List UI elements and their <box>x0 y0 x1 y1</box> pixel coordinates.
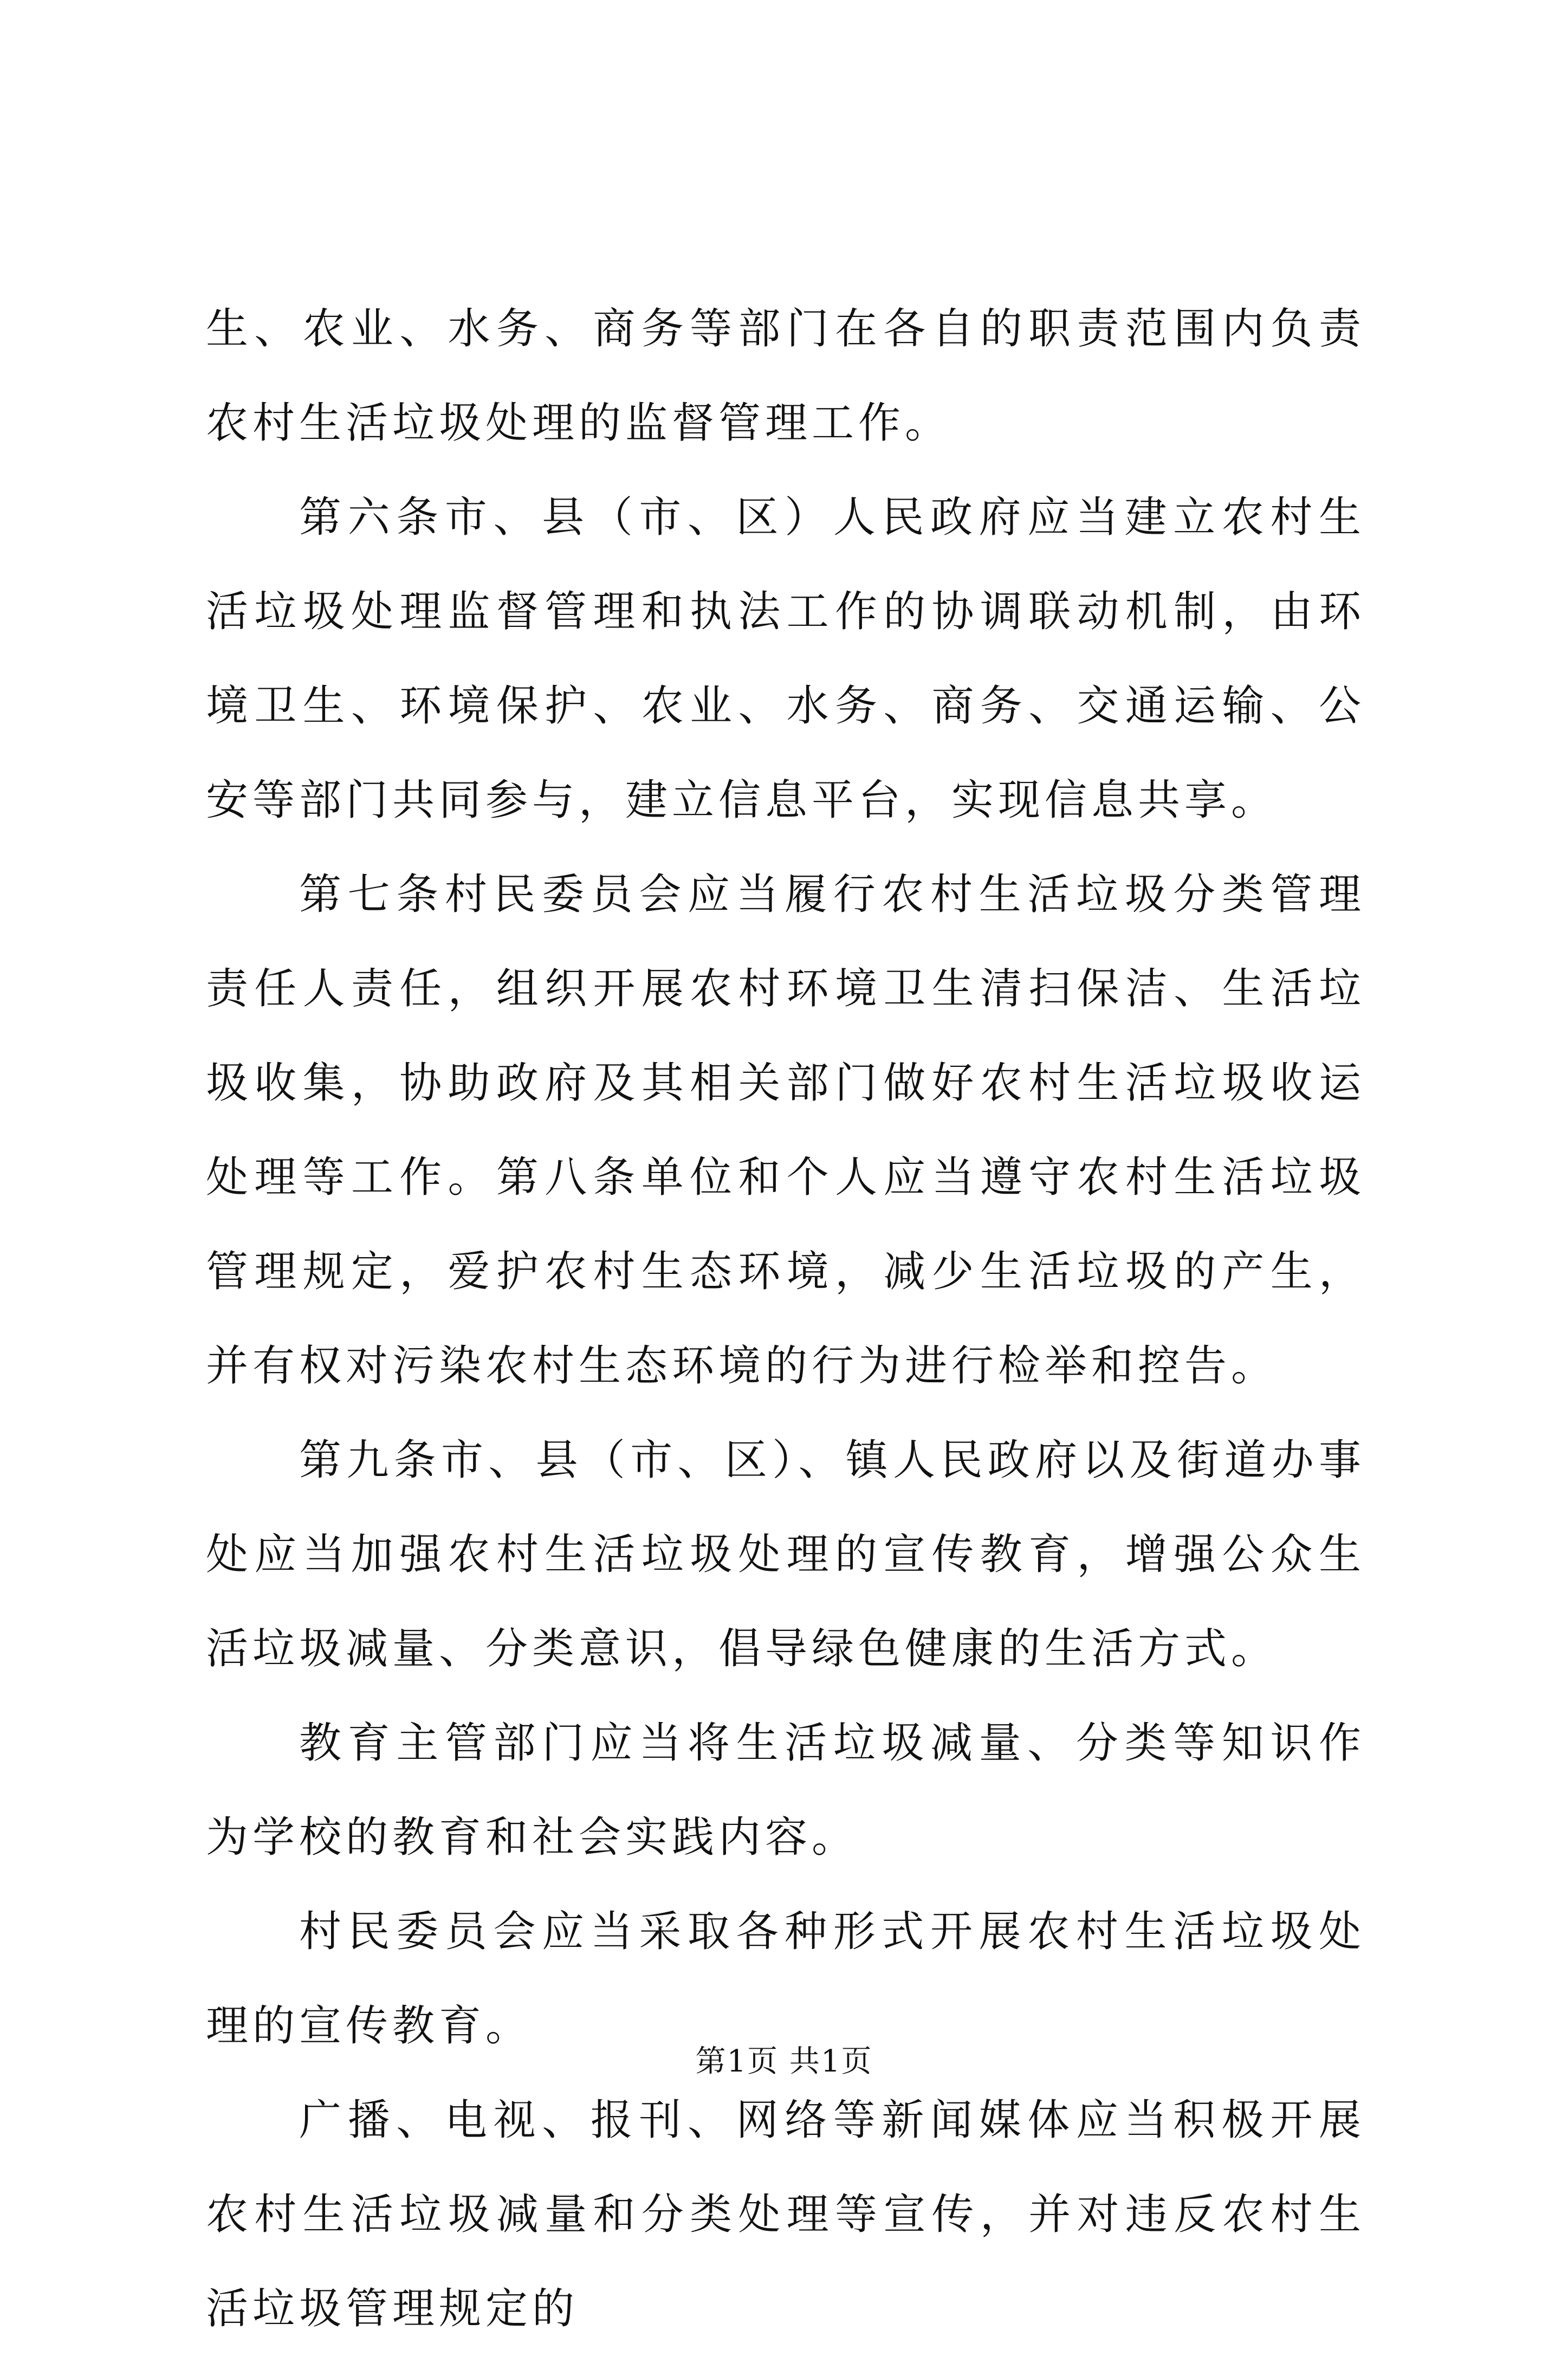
paragraph-media: 广播、电视、报刊、网络等新闻媒体应当积极开展农村生活垃圾减量和分类处理等宣传，并对违反农村生活垃圾管理规定的 <box>206 2096 1365 2333</box>
paragraph-article-9: 第九条市、县（市、区）、镇人民政府以及街道办事处应当加强农村生活垃圾处理的宣传教育，增强公众生活垃圾减量、分类意识，倡导绿色健康的生活方式。 <box>206 1436 1365 1673</box>
paragraph-continuation: 生、农业、水务、商务等部门在各自的职责范围内负责农村生活垃圾处理的监督管理工作。 <box>206 305 1365 448</box>
paragraph-article-6: 第六条市、县（市、区）人民政府应当建立农村生活垃圾处理监督管理和执法工作的协调联动机制，由环境卫生、环境保护、农业、水务、商务、交通运输、公安等部门共同参与，建立信息平台，实现信息共享。 <box>206 493 1365 825</box>
paragraph-village-committee: 村民委员会应当采取各种形式开展农村生活垃圾处理的宣传教育。 <box>206 1907 1365 2050</box>
page-footer: 第1页 共1页 <box>695 2044 873 2079</box>
paragraph-article-7-8: 第七条村民委员会应当履行农村生活垃圾分类管理责任人责任，组织开展农村环境卫生清扫保洁、生活垃圾收集，协助政府及其相关部门做好农村生活垃圾收运处理等工作。第八条单位和个人应当遵守农村生活垃圾管理规定，爱护农村生态环境，减少生活垃圾的产生，并有权对污染农村生态环境的行为进行检举和控告。 <box>206 870 1365 1390</box>
paragraph-education-dept: 教育主管部门应当将生活垃圾减量、分类等知识作为学校的教育和社会实践内容。 <box>206 1719 1365 1862</box>
